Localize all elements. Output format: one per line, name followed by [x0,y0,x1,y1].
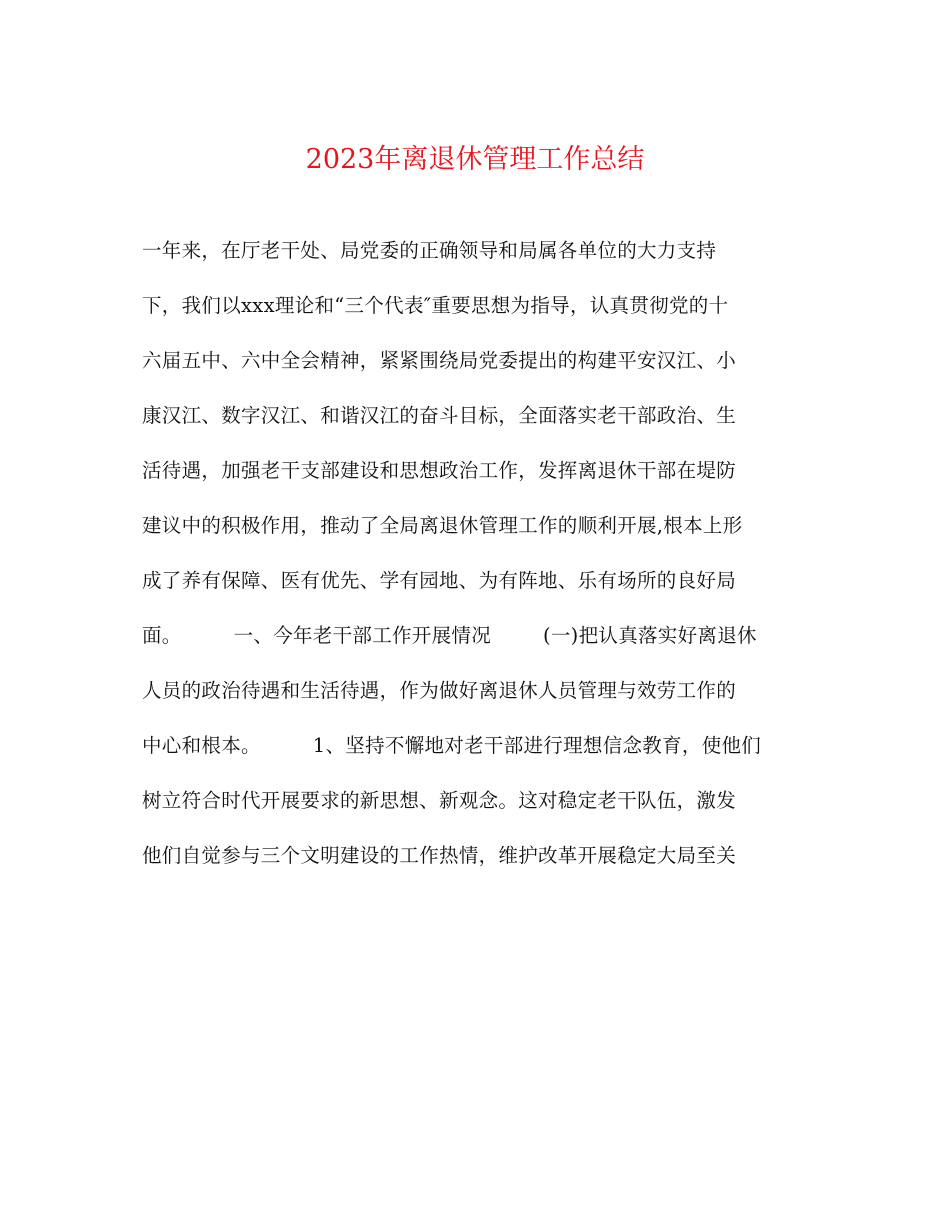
body-line: 成了养有保障、医有优先、学有园地、为有阵地、乐有场所的良好局 [142,569,737,592]
document-title: 2023年离退休管理工作总结 [305,144,645,175]
body-line: 下，我们以xxx理论和“三个代表″重要思想为指导，认真贯彻党的十 [142,294,729,317]
body-line: 建议中的积极作用，推动了全局离退休管理工作的顺利开展,根本上形 [142,514,743,537]
body-line: 六届五中、六中全会精神，紧紧围绕局党委提出的构建平安汉江、小 [142,349,737,372]
body-line: 人员的政治待遇和生活待遇，作为做好离退休人员管理与效劳工作的 [142,679,737,702]
body-line: 一年来，在厅老干处、局党委的正确领导和局属各单位的大力支持 [142,239,717,262]
body-line: 面。 一、今年老干部工作开展情况 (一)把认真落实好离退休 [142,624,757,647]
body-line: 活待遇，加强老干支部建设和思想政治工作，发挥离退休干部在堤防 [142,459,737,482]
body-line: 中心和根本。 1、坚持不懈地对老干部进行理想信念教育，使他们 [142,734,762,757]
document-body [142,223,822,883]
body-line: 他们自觉参与三个文明建设的工作热情，维护改革开展稳定大局至关 [142,844,737,867]
body-line: 康汉江、数字汉江、和谐汉江的奋斗目标，全面落实老干部政治、生 [142,404,737,427]
body-line: 树立符合时代开展要求的新思想、新观念。这对稳定老干队伍，激发 [142,789,737,812]
